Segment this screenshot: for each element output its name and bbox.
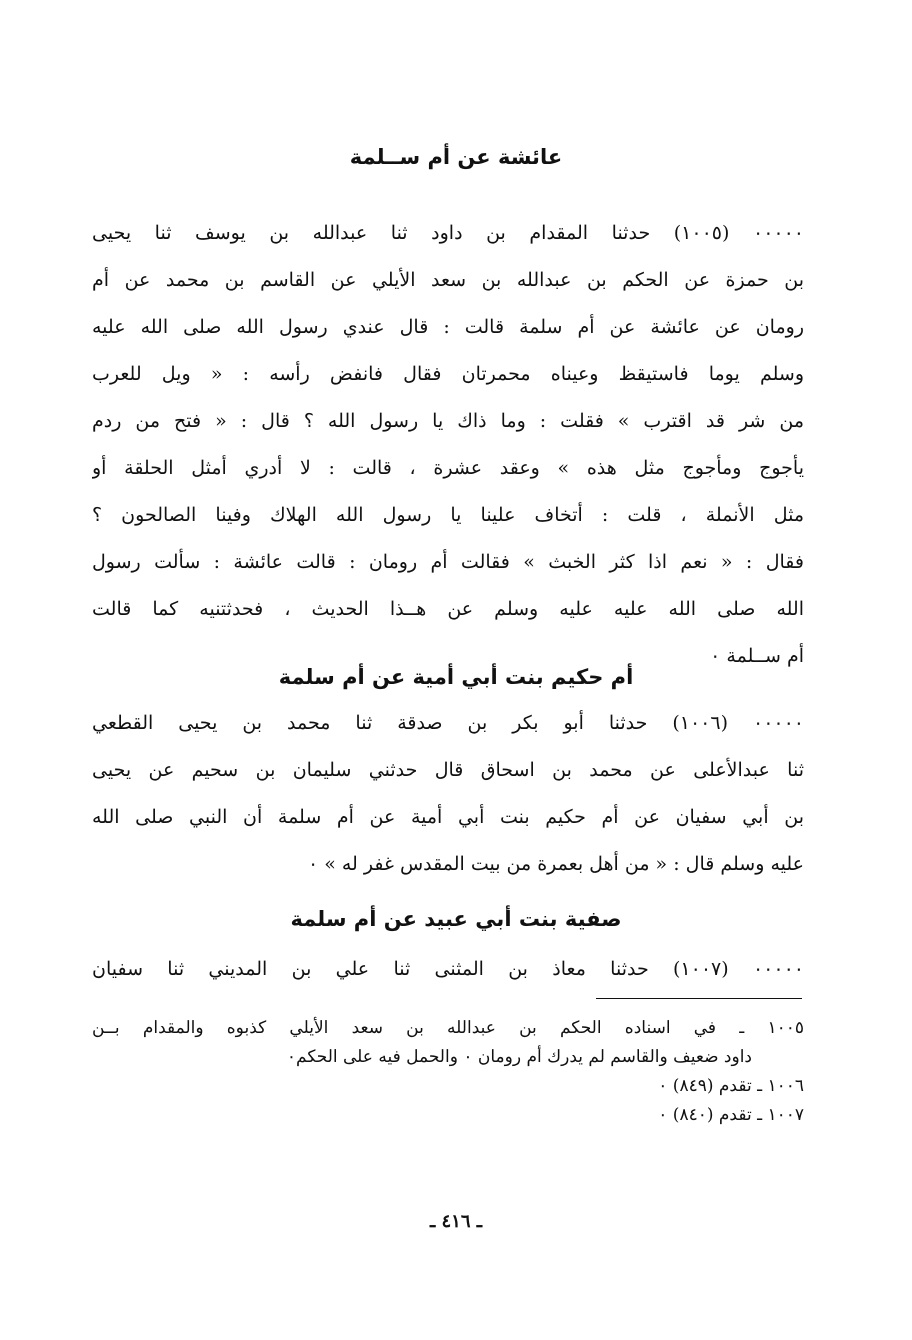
text-line: ٠٠٠٠٠ (١٠٠٥) حدثنا المقدام بن داود ثنا عبدالله بن يوسف ثنا يحيى [92, 222, 804, 244]
text-line: رومان عن عائشة عن أم سلمة قالت : قال عندي رسول الله صلى الله عليه [92, 316, 804, 338]
page-number: ـ ٤١٦ ـ [429, 1211, 483, 1232]
text-line: ٠٠٠٠٠ (١٠٠٧) حدثنا معاذ بن المثنى ثنا علي بن المديني ثنا سفيان [92, 958, 804, 980]
section-heading-aisha: عائشة عن أم ســلمة [349, 145, 563, 169]
footnote-1006: ١٠٠٦ ـ تقدم (٨٤٩) ٠ [658, 1076, 804, 1096]
hadith-1006 [92, 700, 804, 888]
text-line: أم ســلمة ٠ [710, 645, 804, 667]
text-line: عليه وسلم قال : « من أهل بعمرة من بيت المقدس غفر له » ٠ [307, 853, 804, 875]
text-line: ٠٠٠٠٠ (١٠٠٦) حدثنا أبو بكر بن صدقة ثنا محمد بن يحيى القطعي [92, 712, 804, 734]
text-line: ثنا عبدالأعلى عن محمد بن اسحاق قال حدثني سليمان بن سحيم عن يحيى [92, 759, 804, 781]
text-line: من شر قد اقترب » فقلت : وما ذاك يا رسول الله ؟ قال : « فتح من ردم [92, 410, 804, 432]
hadith-1007 [92, 946, 804, 993]
text-line: فقال : « نعم اذا كثر الخبث » فقالت أم رومان : قالت عائشة : سألت رسول [92, 551, 804, 573]
text-line: مثل الأنملة ، قلت : أتخاف علينا يا رسول الله الهلاك وفينا الصالحون ؟ [92, 504, 804, 526]
footnote-1005: ١٠٠٥ ـ في اسناده الحكم بن عبدالله بن سعد الأيلي كذبوه والمقدام بــن [92, 1018, 804, 1038]
footnote-1005-continued: داود ضعيف والقاسم لم يدرك أم رومان ٠ والحمل فيه على الحكم٠ [286, 1047, 752, 1067]
text-line: بن أبي سفيان عن أم حكيم بنت أبي أمية عن أم سلمة أن النبي صلى الله [92, 806, 804, 828]
footnote-divider [596, 998, 802, 999]
text-line: وسلم يوما فاستيقظ وعيناه محمرتان فقال فانفض رأسه : « ويل للعرب [92, 363, 804, 385]
hadith-1005 [92, 210, 804, 680]
footnote-1007: ١٠٠٧ ـ تقدم (٨٤٠) ٠ [658, 1105, 804, 1125]
section-heading-umm-hakim: أم حكيم بنت أبي أمية عن أم سلمة [278, 665, 634, 689]
text-line: يأجوج ومأجوج مثل هذه » وعقد عشرة ، قالت : لا أدري أمثل الحلقة أو [92, 457, 804, 479]
footnotes [92, 1014, 804, 1130]
section-heading-safiyya: صفية بنت أبي عبيد عن أم سلمة [290, 907, 622, 931]
text-line: الله صلى الله عليه عليه وسلم عن هــذا الحديث ، فحدثتنيه كما قالت [92, 598, 804, 620]
text-line: بن حمزة عن الحكم بن عبدالله بن سعد الأيلي عن القاسم بن محمد عن أم [92, 269, 804, 291]
